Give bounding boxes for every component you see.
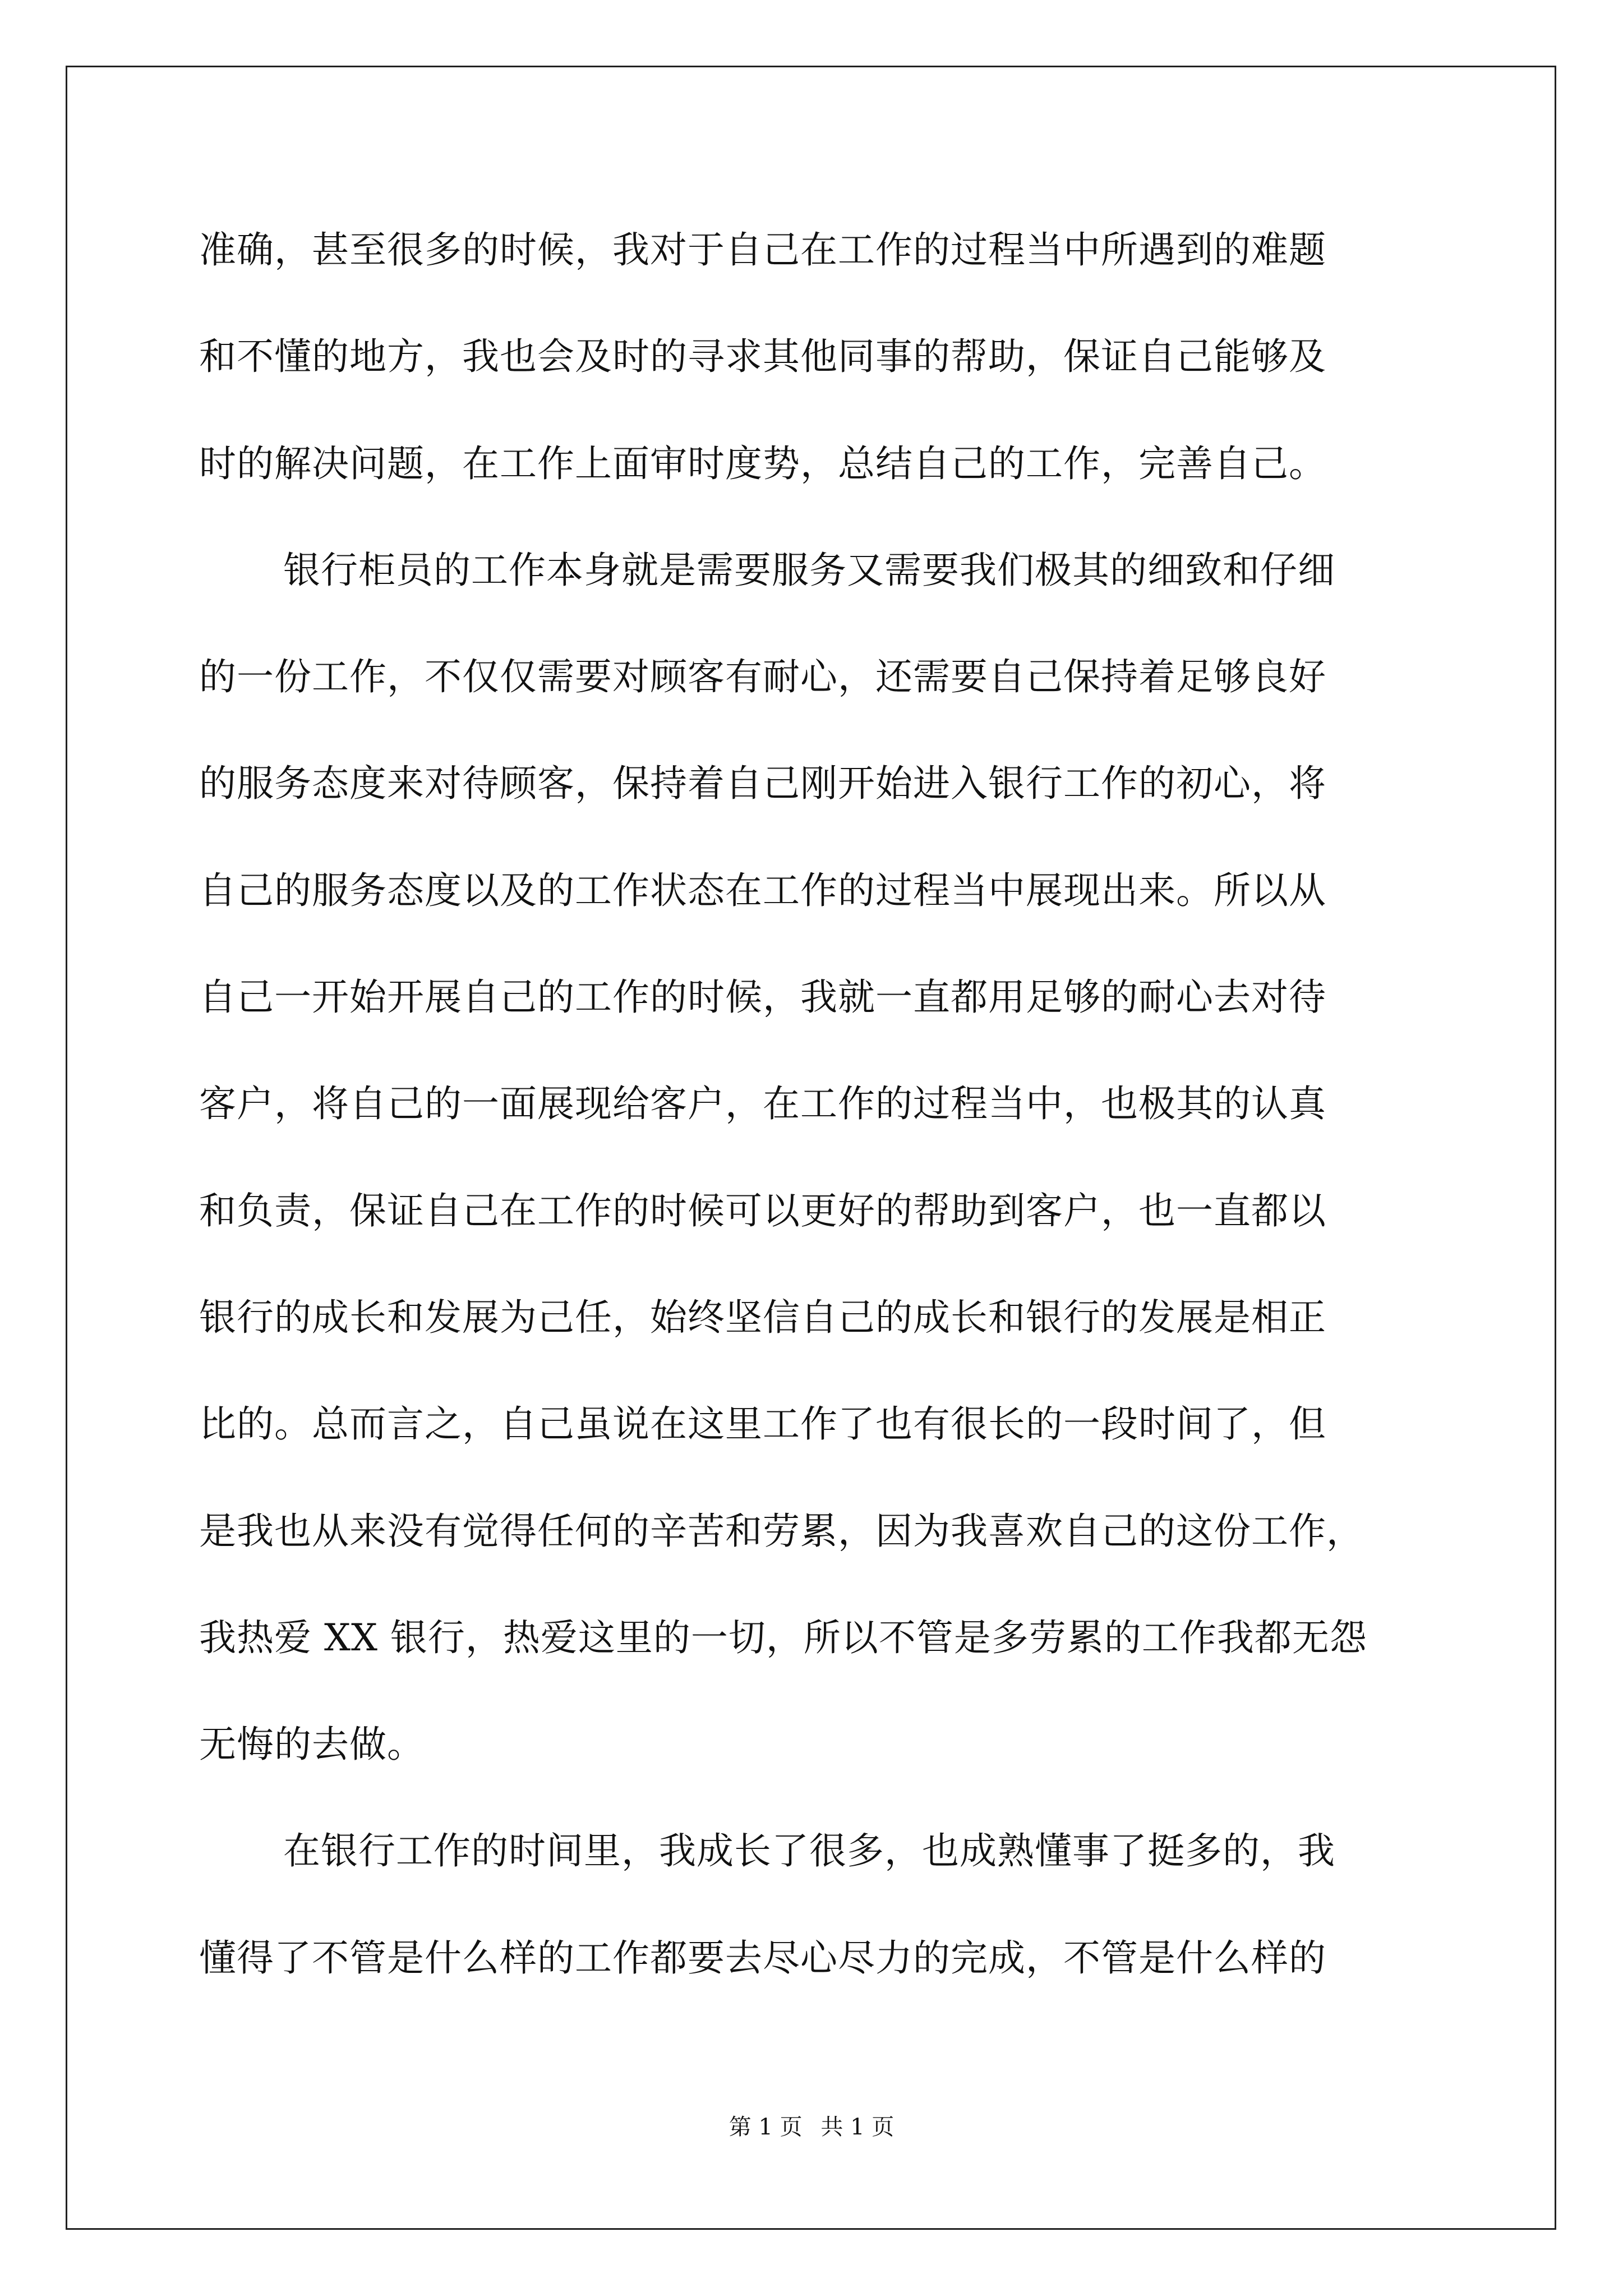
text-line: 我热爱 XX 银行，热爱这里的一切，所以不管是多劳累的工作我都无怨 — [199, 1616, 1367, 1659]
text-line: 和负责，保证自己在工作的时候可以更好的帮助到客户，也一直都以 — [199, 1189, 1326, 1232]
text-line: 懂得了不管是什么样的工作都要去尽心尽力的完成，不管是什么样的 — [199, 1936, 1326, 1980]
text-line: 无悔的去做。 — [199, 1723, 425, 1766]
document-body — [199, 209, 1436, 2023]
text-line: 的服务态度来对待顾客，保持着自己刚开始进入银行工作的初心，将 — [199, 762, 1326, 806]
text-line: 和不懂的地方，我也会及时的寻求其他同事的帮助，保证自己能够及 — [199, 335, 1326, 379]
text-line: 自己一开始开展自己的工作的时候，我就一直都用足够的耐心去对待 — [199, 976, 1326, 1019]
text-line: 比的。总而言之，自己虽说在这里工作了也有很长的一段时间了，但 — [199, 1402, 1326, 1446]
page-number: 第 1 页 — [728, 2114, 803, 2140]
paragraph-first-line: 在银行工作的时间里，我成长了很多，也成熟懂事了挺多的，我 — [283, 1829, 1335, 1873]
paragraph-first-line: 银行柜员的工作本身就是需要服务又需要我们极其的细致和仔细 — [283, 548, 1335, 592]
text-line: 时的解决问题，在工作上面审时度势，总结自己的工作，完善自己。 — [199, 441, 1326, 485]
text-line: 的一份工作，不仅仅需要对顾客有耐心，还需要自己保持着足够良好 — [199, 655, 1326, 699]
text-line: 是我也从来没有觉得任何的辛苦和劳累，因为我喜欢自己的这份工作， — [199, 1509, 1364, 1553]
text-line: 客户，将自己的一面展现给客户，在工作的过程当中，也极其的认真 — [199, 1082, 1326, 1126]
page-total: 共 1 页 — [820, 2114, 895, 2140]
text-line: 自己的服务态度以及的工作状态在工作的过程当中展现出来。所以从 — [199, 868, 1326, 912]
page-footer — [0, 2110, 1623, 2144]
text-line: 准确，甚至很多的时候，我对于自己在工作的过程当中所遇到的难题 — [199, 228, 1326, 272]
text-line: 银行的成长和发展为己任，始终坚信自己的成长和银行的发展是相正 — [199, 1295, 1326, 1339]
